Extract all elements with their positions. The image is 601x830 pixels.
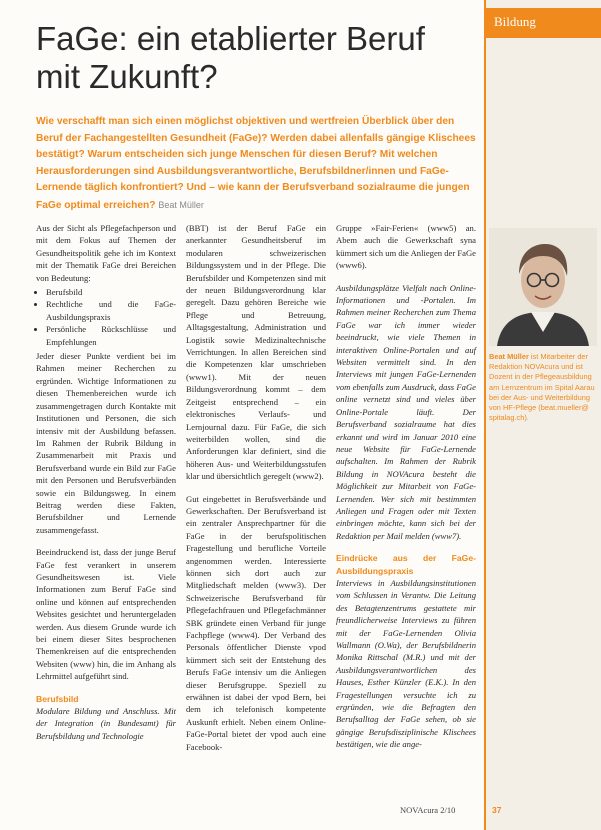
lead-text: Wie verschafft man sich einen möglichst objektiven und wertfreien Überblick über den Beruf der Fachangestellten Gesundheit (FaGe)? Werden dabei allenfalls gängige Klischees bestätigt? Warum entscheiden sich junge Menschen für diesen Beruf? Mit welchen Herausforderungen sind Ausbildungsverantwortliche, Berufsbildner/innen und FaGe-Lernende täglich konfrontiert? Und – wie kann der Berufsverband sozialraume die jungen FaGe optimal erreichen? [36,116,476,211]
author-caption [489,352,595,423]
subheading: Berufsbild [36,693,79,704]
caption-name: Beat Müller [489,352,529,361]
portrait-illustration [489,228,597,346]
subheading: Eindrücke aus der FaGe-Ausbildungspraxis [336,553,476,576]
paragraph: Aus der Sicht als Pflegefachperson und mit dem Fokus auf Themen der Gesundheitspolitik gehe ich im Kontext mit der Thematik FaGe drei Bereichen von Bedeutung: [36,223,176,283]
list-item: • Berufsbild [46,286,176,298]
caption-text: ist Mitarbeiter der Redaktion NOVAcura und ist Dozent in der Pflegeausbildung am Lernzentrum im Spital Aarau bei der Aus- und Weiterbildung von HF-Pflege (beat.mueller@ spitalag.ch). [489,352,595,423]
section-tab: Bildung [486,8,601,38]
column-divider [484,0,486,830]
list-item: • Persönliche Rückschlüsse und Empfehlungen [46,323,176,348]
column-3 [336,222,476,751]
paragraph: Gut eingebettet in Berufsverbände und Gewerkschaften. Der Berufsverband ist ein zentraler Ansprechpartner für die FaGe in der berufspolitischen Fragestellung und berufliche Vorteile angenommen werden. Interessierte können sich dort auch zur Mitgliedschaft melden (www3). Der Schweizerische Berufsverband für Pflegefachfrauen und Pflegefachmänner SBK gründete einen Verband für junge Fachpflege (www4). Der Verband des Personals öffentlicher Dienste vpod kümmert sich seit der Entstehung des Berufs FaGe intensiv um die Anliegen dieser Berufsgruppe. Speziell zu erwähnen ist dabei der vpod Bern, bei dem ich telefonisch kompetente Auskunft erhielt. Neben einem Online-FaGe-Portal bietet der vpod auch eine Facebook- [186,493,326,752]
paragraph: Beeindruckend ist, dass der junge Beruf FaGe fest verankert in unserem Gesundheitswesen ist. Viele Informationen zum Beruf FaGe sind online und können auf entsprechenden Websites gesichtet und heruntergeladen werden. Aus diesem Grunde wurde ich bei einem dieser Sites besprochenen Themenkreisen auf die entsprechenden Websiten (www) hin, die im Anhang als Lehrmittel aufgeführt sind. [36,547,176,682]
page-number: 37 [492,805,502,815]
column-1 [36,222,176,742]
paragraph: Interviews in Ausbildungsinstitutionen vom Schlussen in Verantw. Die Leitung des Betagtenzentrums gestattete mir freundlicherweise Interviews zu führen mit der FaGe-Lernenden Olivia Wallmann (O.Wa), der Berufsbildnerin Monika Rittschal (M.R.) und mit der Ausbildungsverantwortlichen des Hauses, Esther Künzler (E.K.). In den Fragestellungen versuchte ich zu ergründen, wie die Befragten den Berufsalltag der FaGe sehen, ob sie gängige Berufsdisziplinische Klischees bestätigen, wie die ange- [336,577,476,750]
footer-issue: NOVAcura 2/10 [400,805,456,815]
paragraph: Modulare Bildung und Anschluss. Mit der Integration (in Bundesamt) für Berufsbildung und Technologie [36,706,176,741]
column-2 [186,222,326,753]
list-item: • Rechtliche und die FaGe-Ausbildungspraxis [46,298,176,323]
lead-author: Beat Müller [158,199,204,210]
author-photo [489,228,597,346]
paragraph: Ausbildungsplätze Vielfalt nach Online-Informationen und -Portalen. Im Rahmen meiner Recherchen zum Thema FaGe war ich immer wieder beeindruckt, wie viele Themen in interaktiven Online-Portalen und auf Websiten vermittelt sind. In den Interviews mit jungen FaGe-Lernenden vom ebenfalls zum Ausdruck, dass FaGe online vernetzt sind und vieles über Online-Portale läuft. Der Berufsverband sozialraume hat dies erkannt und wird im Januar 2010 eine neue Website für FaGe-Lernende aufschalten. Im Rahmen der Rubrik Bildung in NOVAcura besteht die Möglichkeit zur Mitarbeit von FaGe-Lernenden. Wer sich mit bestimmten Anliegen und Fragen oder mit Texten einbringen möchte, kann sich bei der Redaktion per Mail melden (www7). [336,282,476,541]
paragraph: Jeder dieser Punkte verdient bei im Rahmen meiner Recherchen zu ergründen. Wichtige Informationen zu diesen Themenbereichen wurde ich zusammengetragen durch Kontakte mit Institutionen und Personen, die sich intensiv mit der Ausbildung befassen. Im Rahmen der Rubrik Bildung in Zusammenarbeit mit Praxis und Berufsverband wurde ein Bild zur FaGe mit den Personen und Berufsverbänden sowie ein Bildungsweg. In einem Beitrag werden diese Fakten, Berufsbildner und Lernende zusammengefasst. [36,351,176,535]
paragraph: Gruppe »Fair-Ferien« (www5) an. Abem auch die Gewerkschaft syna kümmert sich um die Anliegen der FaGe (www6). [336,223,476,271]
article-lead [36,114,476,214]
paragraph: (BBT) ist der Beruf FaGe ein anerkannter Gesundheitsberuf im modularen schweizerischen Bildungssystem und in der Pflege. Die Berufsbilder und Kompetenzen sind mit der neuen Bildungsverordnung klar geregelt. Dazu gehören Bereiche wie Pflege und Betreuung, Alltagsgestaltung, Administration und Logistik sowie Medizinaltechnische Verrichtungen. In allen Bereichen sind die Kompetenzen klar umschrieben (www1). Mit der neuen Bildungsverordnung kommt – dem Zeitgeist entsprechend – ein elektronisches Verlaufs- und Lernjournal dazu. Für FaGe, die sich weiterbilden wollen, sind die Anforderungen klar definiert, sind die höheren Aus- und Weiterbildungsstufen klar und übersichtlich geregelt (www2). [186,223,326,482]
bullet-list [36,286,176,348]
article-title: FaGe: ein etablierter Beruf mit Zukunft? [36,20,425,95]
